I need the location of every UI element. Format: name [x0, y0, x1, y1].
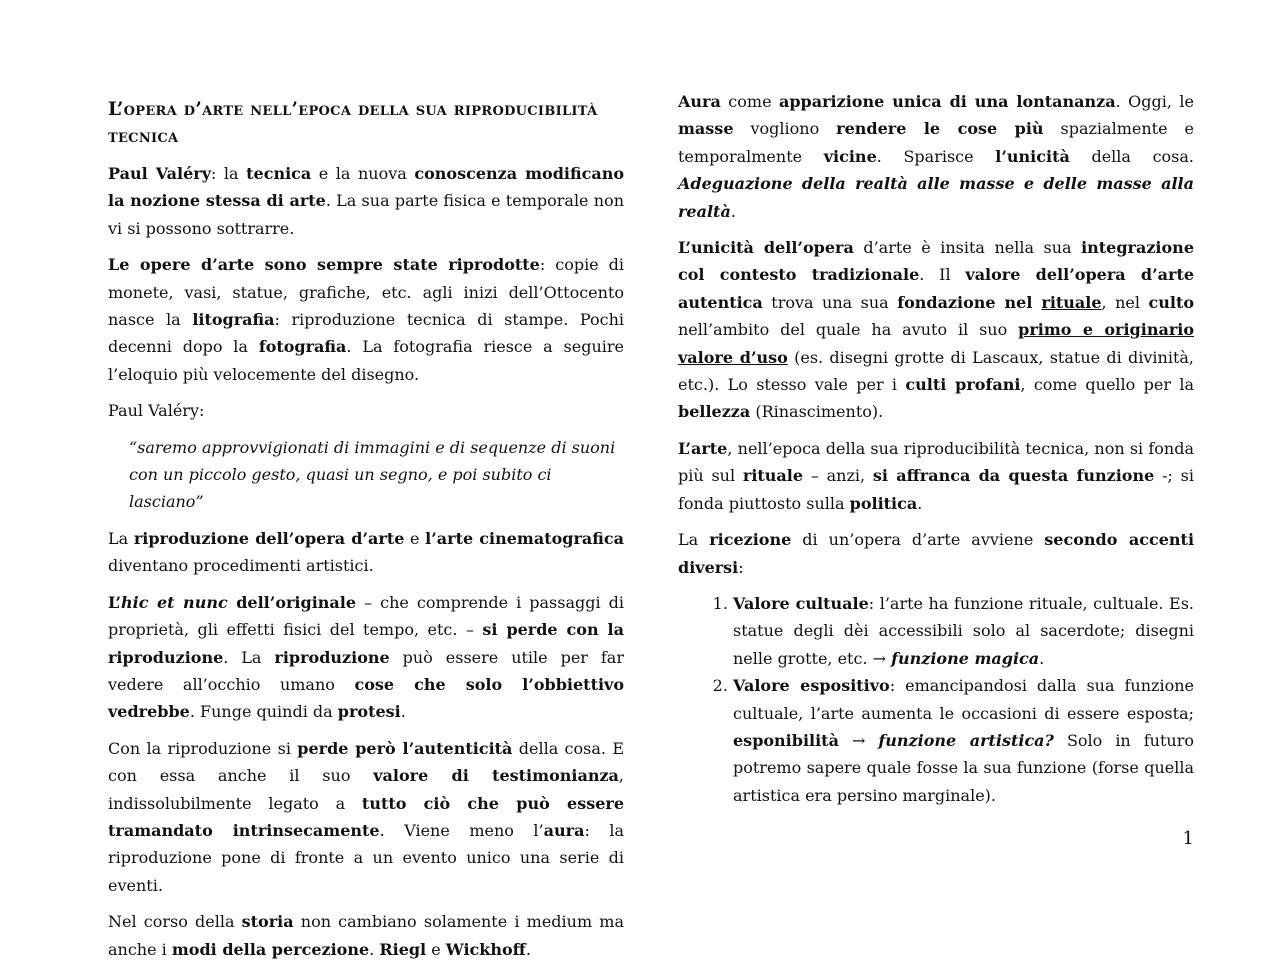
text-run: . — [525, 939, 531, 959]
left-paragraphs — [108, 160, 624, 425]
paragraph — [108, 525, 624, 580]
text-run: della cosa. E con essa anche il suo — [108, 738, 624, 786]
text-run: : — [738, 557, 744, 577]
paragraph — [108, 160, 624, 242]
text-run: Valore cultuale — [733, 593, 869, 613]
text-run: conoscenza modificano la nozione stessa di arte — [108, 164, 625, 211]
text-run: non cambiano solamente i medium ma anche i — [108, 912, 624, 959]
text-run: protesi — [337, 702, 401, 722]
text-run: Adeguazione della realtà alle masse e delle masse alla realtà — [678, 174, 1194, 221]
text-run: apparizione unica di una lontananza — [779, 92, 1116, 111]
text-run: rendere le cose più — [836, 119, 1044, 139]
text-run: aura — [543, 820, 585, 840]
reception-list — [678, 590, 1194, 809]
text-run: , nell’epoca della sua riproducibilità tecnica, non si fonda più sul — [678, 438, 1194, 486]
text-run: e la nuova — [311, 164, 415, 183]
text-run: : copie di monete, vasi, statue, grafiche, etc. agli inizi dell’Ottocento nasce la — [108, 255, 624, 330]
text-run: Wickhoff — [445, 939, 526, 959]
text-run: : la — [211, 164, 247, 183]
text-run: Nel corso della — [108, 912, 242, 932]
paragraph — [108, 397, 624, 424]
text-run: – anzi, — [803, 466, 873, 486]
text-run: L’ — [108, 592, 121, 612]
text-run: esponibilità — [733, 730, 839, 750]
text-run: . — [400, 702, 406, 722]
text-run: Paul Valéry — [108, 164, 211, 183]
text-run: tutto ciò che può essere tramandato intrinsecamente — [108, 793, 625, 840]
text-run: , nel — [1101, 292, 1149, 312]
text-run: rituale — [742, 466, 804, 486]
paragraph — [678, 234, 1194, 426]
text-run: – che comprende i passaggi di proprietà, gli effetti fisici del tempo, etc. – — [108, 592, 624, 640]
text-run: della cosa. — [1069, 146, 1195, 166]
text-run: Valore espositivo — [733, 676, 890, 696]
paragraph — [108, 251, 624, 388]
text-run: diventano procedimenti artistici. — [108, 556, 374, 576]
text-run: modi della percezione — [171, 939, 370, 959]
text-run: . La sua parte fisica e temporale non vi si possono sottrarre. — [108, 191, 624, 238]
text-run: integrazione col contesto tradizionale — [678, 238, 1194, 285]
text-run: culti profani — [905, 375, 1021, 395]
text-run: politica — [849, 493, 918, 513]
text-run: di un’opera d’arte avviene — [791, 530, 1045, 550]
text-run: vogliono — [733, 119, 837, 139]
quote-block: “saremo approvvigionati di immagini e di sequenze di suoni con un piccolo gesto, quasi un segno, e poi subito ci lasciano” — [129, 437, 616, 512]
page-number: 1 — [1182, 828, 1194, 849]
text-run: L’arte — [678, 438, 728, 458]
text-run: : emancipandosi dalla sua funzione cultuale, l’arte aumenta le occasioni di essere esposta; — [733, 676, 1194, 723]
text-run: : l’arte ha funzione rituale, cultuale. Es. statue degli dèi accessibili solo al sacerdote; disegni nelle grotte, etc. → — [733, 593, 1195, 668]
text-run: fondazione nel — [897, 292, 1042, 312]
text-run: . La fotografia riesce a seguire l’eloquio più velocemente del disegno. — [108, 337, 625, 384]
text-run: : la riproduzione pone di fronte a un evento unico una serie di eventi. — [108, 820, 624, 895]
text-run: come — [720, 92, 779, 111]
text-run: Riegl — [379, 939, 427, 959]
text-run: (es. disegni grotte di Lascaux, statue di divinità, etc.). Lo stesso vale per i — [678, 347, 1194, 395]
text-run: tecnica — [246, 164, 312, 183]
text-run: , indissolubilmente legato a — [108, 766, 624, 813]
text-run: . Viene meno l’ — [379, 820, 544, 840]
paragraph — [108, 735, 624, 899]
text-run: e — [426, 939, 446, 959]
text-run: bellezza — [678, 402, 751, 422]
document-title: L’opera d’arte nell’epoca della sua riproducibilità tecnica — [108, 99, 598, 147]
text-run: primo e originario valore d’uso — [678, 320, 1194, 367]
text-run: l’unicità — [995, 146, 1070, 166]
text-run: . La — [223, 647, 275, 667]
text-run: riproduzione — [274, 647, 390, 667]
text-run: si affranca da questa funzione — [872, 466, 1155, 486]
paragraph — [108, 589, 624, 726]
text-run: hic et nunc — [120, 592, 228, 612]
text-run: funzione artistica? — [878, 730, 1054, 750]
text-run: Le opere d’arte sono sempre state riprodotte — [108, 255, 540, 275]
text-run: funzione magica — [891, 648, 1040, 668]
paragraph — [678, 88, 1194, 225]
text-run: masse — [678, 119, 734, 139]
text-run: valore di testimonianza — [373, 766, 619, 786]
text-run: L’unicità dell’opera — [678, 238, 854, 258]
text-run: . Il — [919, 265, 966, 285]
paragraph — [108, 908, 624, 963]
text-run: spazialmente e temporalmente — [678, 119, 1194, 166]
text-run: ricezione — [709, 530, 792, 550]
text-run: . Sparisce — [876, 146, 996, 166]
left-paragraphs-2 — [108, 525, 624, 963]
text-run: d’arte è insita nella sua — [853, 238, 1082, 258]
text-run: Aura — [678, 92, 721, 111]
text-run: . Funge quindi da — [189, 702, 338, 722]
paragraph — [678, 435, 1194, 517]
text-run: . — [917, 493, 923, 513]
text-run: vicine — [823, 146, 877, 166]
list-item — [733, 590, 1194, 672]
text-run: può essere utile per far vedere all’occhio umano — [108, 647, 624, 694]
text-run: La — [108, 528, 134, 548]
text-run: . — [1039, 648, 1045, 668]
text-run: -; si fonda piuttosto sulla — [678, 466, 1195, 513]
text-run: culto — [1148, 292, 1194, 312]
text-run: valore dell’opera d’arte autentica — [678, 265, 1195, 312]
text-run: l’arte cinematografica — [425, 528, 624, 548]
text-run: → — [838, 730, 879, 750]
text-run: cose che solo l’obbiettivo vedrebbe — [108, 674, 624, 722]
text-run: e — [404, 528, 426, 548]
text-run: Paul Valéry: — [108, 401, 205, 421]
text-run: riproduzione dell’opera d’arte — [133, 528, 405, 548]
text-run: Solo in futuro potremo sapere quale fosse la sua funzione (forse quella artistica era persino marginale). — [733, 730, 1194, 805]
text-run: nell’ambito del quale ha avuto il suo — [678, 320, 1019, 340]
text-run: : riproduzione tecnica di stampe. Pochi decenni dopo la — [108, 310, 625, 357]
right-column — [678, 88, 1194, 809]
text-run: Con la riproduzione si — [108, 738, 298, 758]
text-run: secondo accenti diversi — [678, 530, 1195, 577]
text-run: litografia — [192, 310, 275, 330]
text-run: fotografia — [258, 337, 347, 357]
paragraph — [678, 526, 1194, 581]
list-item — [733, 672, 1194, 809]
text-run: . — [369, 939, 380, 959]
text-run: . — [730, 201, 736, 221]
text-run: rituale — [1041, 292, 1102, 312]
text-run: . Oggi, le — [1115, 92, 1194, 111]
text-run: storia — [241, 912, 294, 932]
text-run: (Rinascimento). — [750, 402, 884, 422]
text-run: La — [678, 530, 710, 550]
text-run: perde però l’autenticità — [297, 738, 513, 758]
text-run: si perde con la riproduzione — [108, 620, 624, 667]
left-column — [108, 88, 624, 972]
text-run: , come quello per la — [1020, 375, 1194, 395]
text-run: dell’originale — [227, 592, 357, 612]
text-run: trova una sua — [762, 292, 898, 312]
